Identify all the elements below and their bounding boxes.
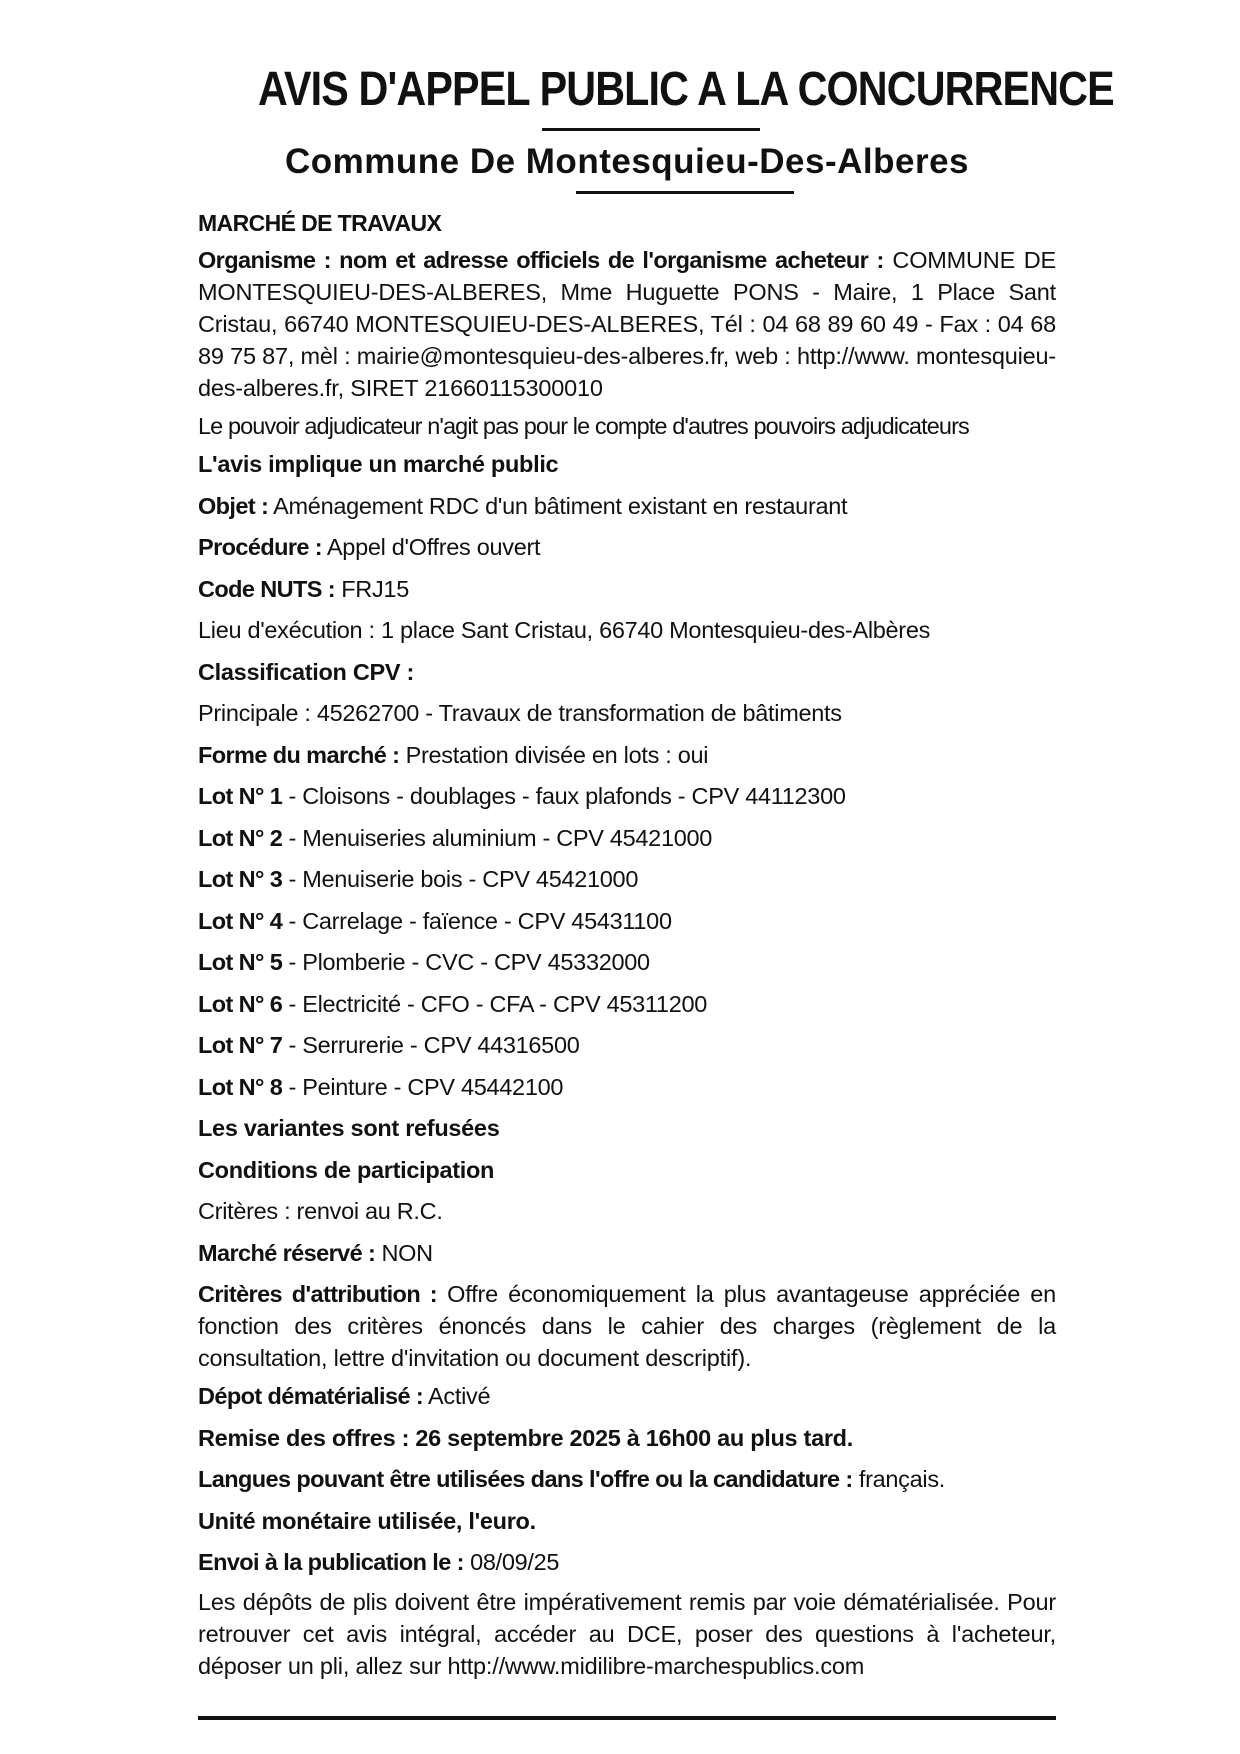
lot-label: Lot N° 8 (198, 1073, 283, 1100)
envoi-label: Envoi à la publication le : (198, 1549, 464, 1575)
footer-paragraph: Les dépôts de plis doivent être impérativement remis par voie dématérialisée. Pour retrouver cet avis intégral, accéder au DCE, poser des questions à l'acheteur, déposer un pli, allez sur http://www.midilibre-marchespublics.com (198, 1588, 1056, 1679)
lot-item (198, 859, 1056, 901)
lot-value: - Serrurerie - CPV 44316500 (282, 1032, 580, 1058)
classification-label: Classification CPV : (198, 658, 414, 685)
lot-item (198, 776, 1056, 818)
bottom-rule (198, 1716, 1056, 1720)
lot-value: - Cloisons - doublages - faux plafonds - CPV 44112300 (282, 783, 846, 809)
principale-line: Principale : 45262700 - Travaux de transformation de bâtiments (198, 700, 842, 726)
sections (198, 444, 1056, 1274)
monnaie-line: Unité monétaire utilisée, l'euro. (198, 1507, 536, 1534)
page-subtitle: Commune De Montesquieu-Des-Alberes (284, 142, 970, 181)
forme-line (198, 735, 1056, 777)
lot-label: Lot N° 5 (198, 949, 283, 975)
lot-label: Lot N° 2 (198, 824, 283, 851)
attribution-value: Offre économiquement la plus avantageuse appréciée en fonction des critères énoncés dans le cahier des charges (règlement de la consultation, lettre d'invitation ou document descriptif). (198, 1281, 1056, 1371)
procedure-label: Procédure : (198, 534, 322, 560)
procedure-line (198, 527, 1056, 569)
nuts-value: FRJ15 (335, 575, 409, 602)
reserve-line (198, 1233, 1056, 1275)
objet-label: Objet : (198, 492, 269, 519)
pouvoir-text: Le pouvoir adjudicateur n'agit pas pour le compte d'autres pouvoirs adjudicateurs (198, 413, 969, 439)
lot-item (198, 942, 1056, 984)
depot-label: Dépot dématérialisé : (198, 1383, 424, 1409)
lot-label: Lot N° 7 (198, 1032, 283, 1058)
lot-value: - Menuiserie bois - CPV 45421000 (282, 866, 639, 892)
notice-body (198, 58, 1114, 1682)
envoi-value: 08/09/25 (463, 1549, 560, 1575)
envoi-line (198, 1542, 1056, 1584)
depot-value: Activé (423, 1383, 491, 1409)
criteres-line: Critères : renvoi au R.C. (198, 1198, 443, 1224)
lot-item (198, 1067, 1056, 1109)
variantes-line: Les variantes sont refusées (198, 1115, 500, 1141)
lot-label: Lot N° 3 (198, 866, 283, 892)
lot-value: - Plomberie - CVC - CPV 45332000 (282, 949, 650, 975)
remise-line: Remise des offres : 26 septembre 2025 à 16h00 au plus tard. (198, 1424, 853, 1451)
forme-value: Prestation divisée en lots : oui (399, 741, 709, 768)
page-title: AVIS D'APPEL PUBLIC A LA CONCURRENCE (258, 63, 1114, 116)
lot-item (198, 818, 1056, 860)
langues-line (198, 1459, 1056, 1501)
objet-line (198, 486, 1056, 528)
nuts-line (198, 569, 1056, 611)
market-type: MARCHÉ DE TRAVAUX (198, 210, 442, 236)
title-underline (542, 128, 760, 131)
procedure-value: Appel d'Offres ouvert (322, 534, 541, 560)
reserve-value: NON (375, 1239, 433, 1266)
lot-item (198, 1025, 1056, 1067)
lot-label: Lot N° 6 (198, 990, 283, 1017)
forme-label: Forme du marché : (198, 741, 400, 768)
lot-value: - Carrelage - faïence - CPV 45431100 (282, 907, 672, 934)
lieu-line: Lieu d'exécution : 1 place Sant Cristau, 66740 Montesquieu-des-Albères (198, 617, 931, 643)
attribution-label: Critères d'attribution : (198, 1281, 438, 1307)
lot-item (198, 984, 1056, 1026)
nuts-label: Code NUTS : (198, 575, 336, 602)
lot-value: - Menuiseries aluminium - CPV 45421000 (282, 824, 713, 851)
langues-value: français. (852, 1466, 945, 1492)
lot-value: - Peinture - CPV 45442100 (282, 1073, 564, 1100)
organisme-label: Organisme : nom et adresse officiels de l'organisme acheteur : (198, 247, 884, 273)
objet-value: Aménagement RDC d'un bâtiment existant en restaurant (268, 492, 848, 519)
reserve-label: Marché réservé : (198, 1239, 376, 1266)
lot-label: Lot N° 1 (198, 783, 283, 809)
attribution-paragraph (198, 1278, 1056, 1374)
langues-label: Langues pouvant être utilisées dans l'offre ou la candidature : (198, 1466, 853, 1492)
depot-line (198, 1376, 1056, 1418)
closing-sections (198, 1376, 1056, 1584)
avis-implique: L'avis implique un marché public (198, 451, 559, 477)
lot-item (198, 901, 1056, 943)
conditions-heading: Conditions de participation (198, 1156, 495, 1183)
subtitle-underline (576, 191, 794, 194)
lot-value: - Electricité - CFO - CFA - CPV 45311200 (282, 990, 708, 1017)
organisme-text: COMMUNE DE MONTESQUIEU-DES-ALBERES, Mme Huguette PONS - Maire, 1 Place Sant Cristau, 66740 MONTESQUIEU-DES-ALBERES, Tél : 04 68 89 60 49 - Fax : 04 68 89 75 87, mèl : mairie@montesquieu-des-alberes.fr, web : http://www. montesquieu-des-alberes.fr, SIRET 21660115300010 (198, 247, 1056, 401)
organisme-paragraph (198, 244, 1056, 404)
lot-label: Lot N° 4 (198, 907, 283, 934)
